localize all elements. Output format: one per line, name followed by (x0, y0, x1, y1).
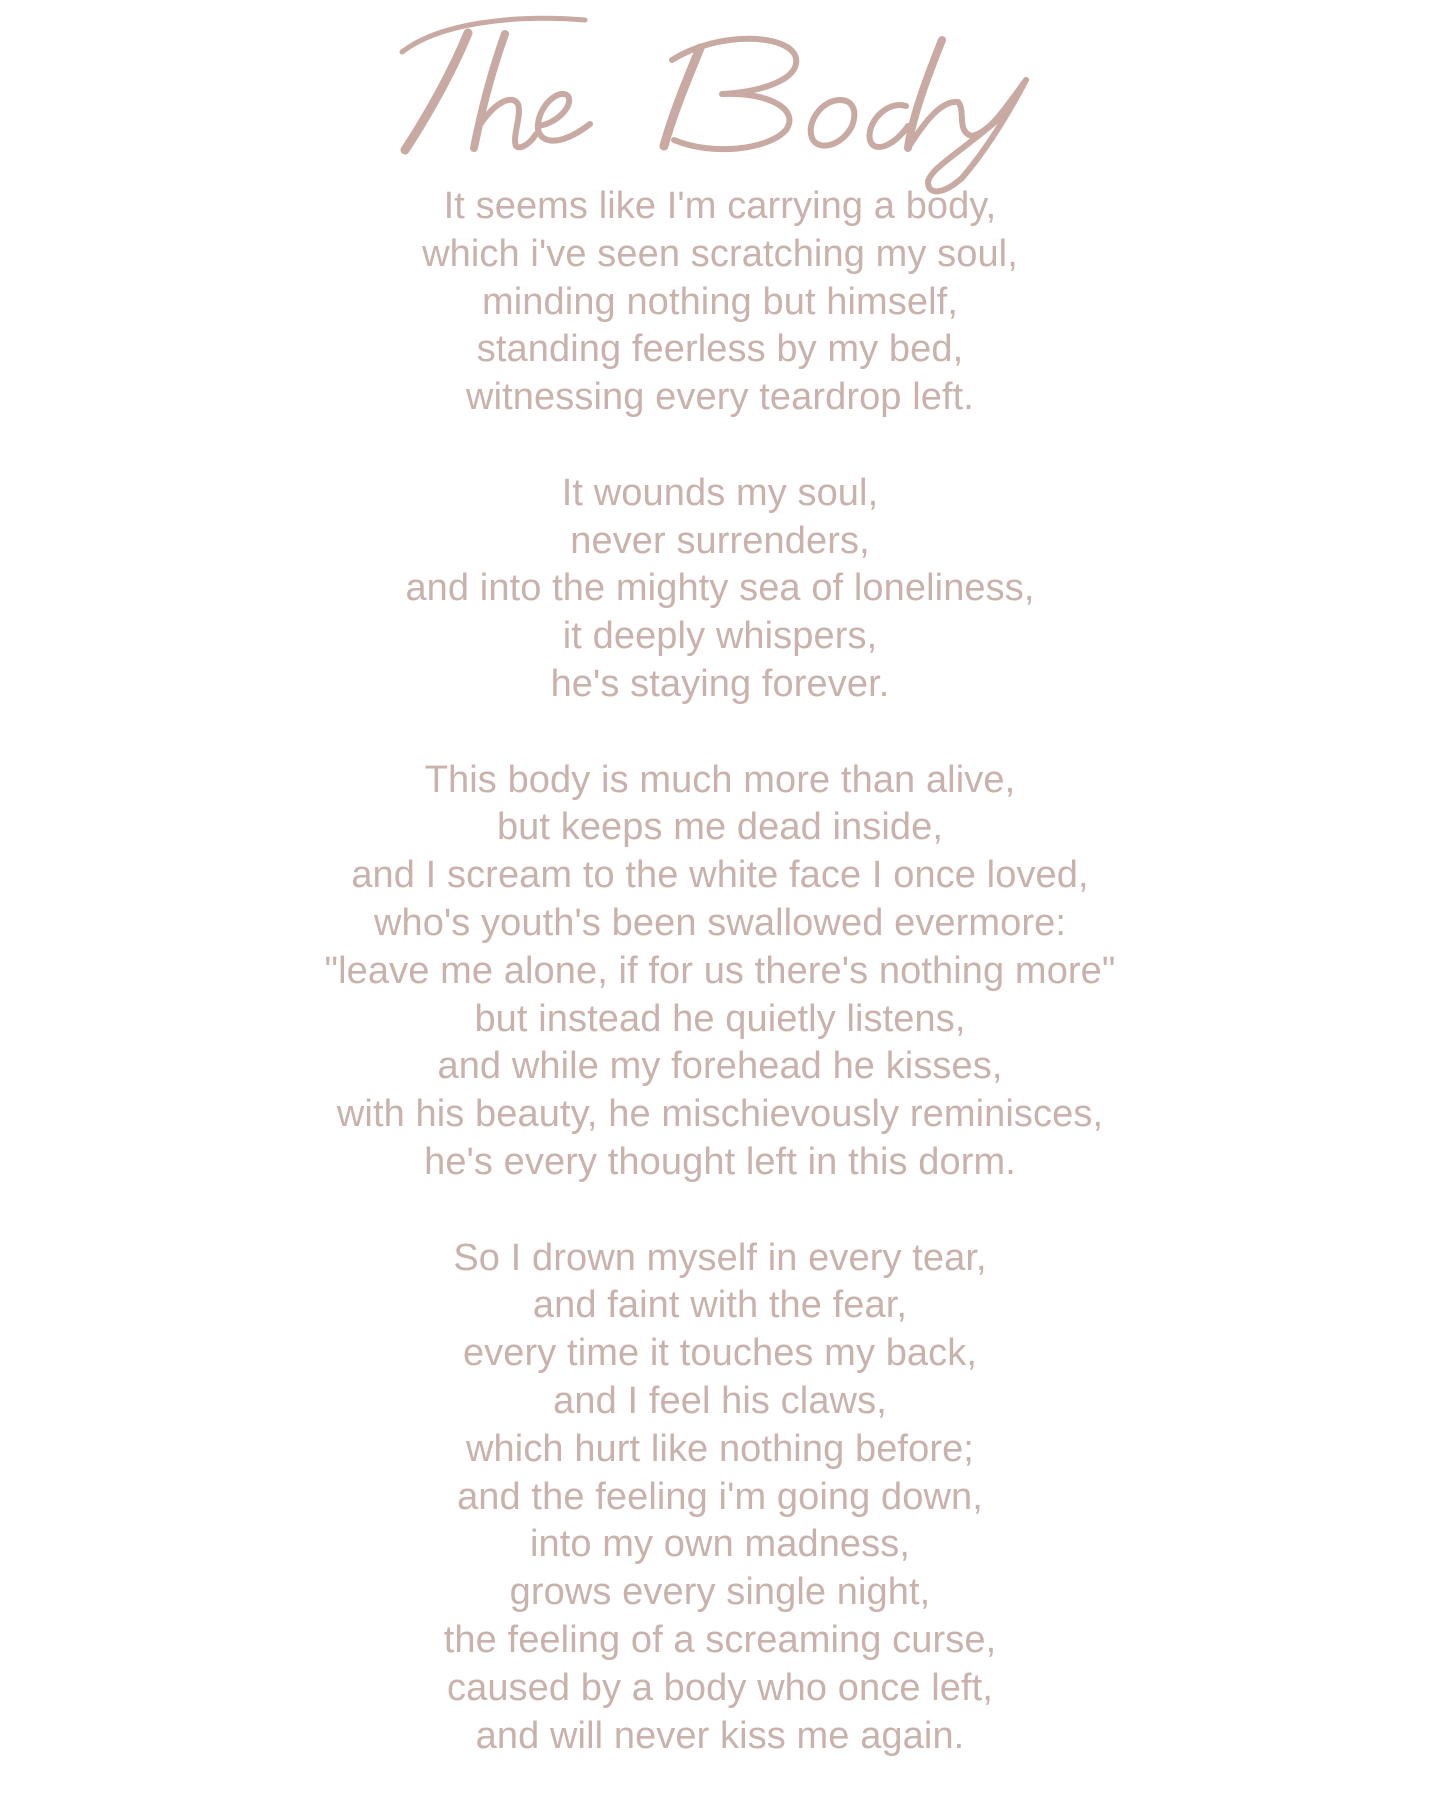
poem-line: he's staying forever. (550, 662, 890, 705)
poem-line: and I scream to the white face I once loved, (351, 854, 1089, 897)
poem-line: This body is much more than alive, (424, 758, 1016, 801)
stanza-1 (0, 183, 1440, 422)
stanza-3 (0, 757, 1440, 1187)
poem-line: the feeling of a screaming curse, (443, 1618, 997, 1661)
poem-line: "leave me alone, if for us there's nothing more" (324, 949, 1116, 992)
poem-line: with his beauty, he mischievously reminisces, (336, 1093, 1104, 1136)
poem-line: and faint with the fear, (532, 1284, 908, 1327)
stanza-2 (0, 470, 1440, 709)
poem-line: witnessing every teardrop left. (466, 376, 974, 419)
poem-line: it deeply whispers, (562, 615, 878, 658)
poem-line: and into the mighty sea of loneliness, (405, 567, 1035, 610)
poem-line: minding nothing but himself, (482, 280, 958, 323)
poem-line: standing feerless by my bed, (476, 328, 964, 371)
poem-line: grows every single night, (509, 1571, 931, 1614)
poem-line: It seems like I'm carrying a body, (443, 185, 997, 227)
poem-line: who's youth's been swallowed evermore: (373, 901, 1067, 944)
poem-line: which i've seen scratching my soul, (422, 232, 1018, 275)
poem-line: and I feel his claws, (553, 1379, 887, 1422)
poem-line: every time it touches my back, (462, 1332, 978, 1375)
poem-line: and while my forehead he kisses, (437, 1045, 1003, 1088)
poem-body (0, 183, 1440, 1808)
poem-line: It wounds my soul, (561, 471, 879, 514)
poem-title (0, 0, 1440, 210)
stanza-4 (0, 1235, 1440, 1761)
poem-line: he's every thought left in this dorm. (424, 1140, 1016, 1183)
poem-line: but instead he quietly listens, (474, 997, 966, 1040)
poem-line: and the feeling i'm going down, (457, 1475, 983, 1518)
poem-line: caused by a body who once left, (446, 1666, 993, 1709)
poem-line: never surrenders, (570, 519, 870, 562)
poem-line: and will never kiss me again. (475, 1714, 965, 1757)
poem-line: into my own madness, (529, 1523, 911, 1566)
poem-line: which hurt like nothing before; (466, 1427, 974, 1470)
poem-line: So I drown myself in every tear, (453, 1236, 987, 1279)
script-title-lettering (0, 0, 1440, 210)
poem-line: but keeps me dead inside, (496, 806, 944, 849)
